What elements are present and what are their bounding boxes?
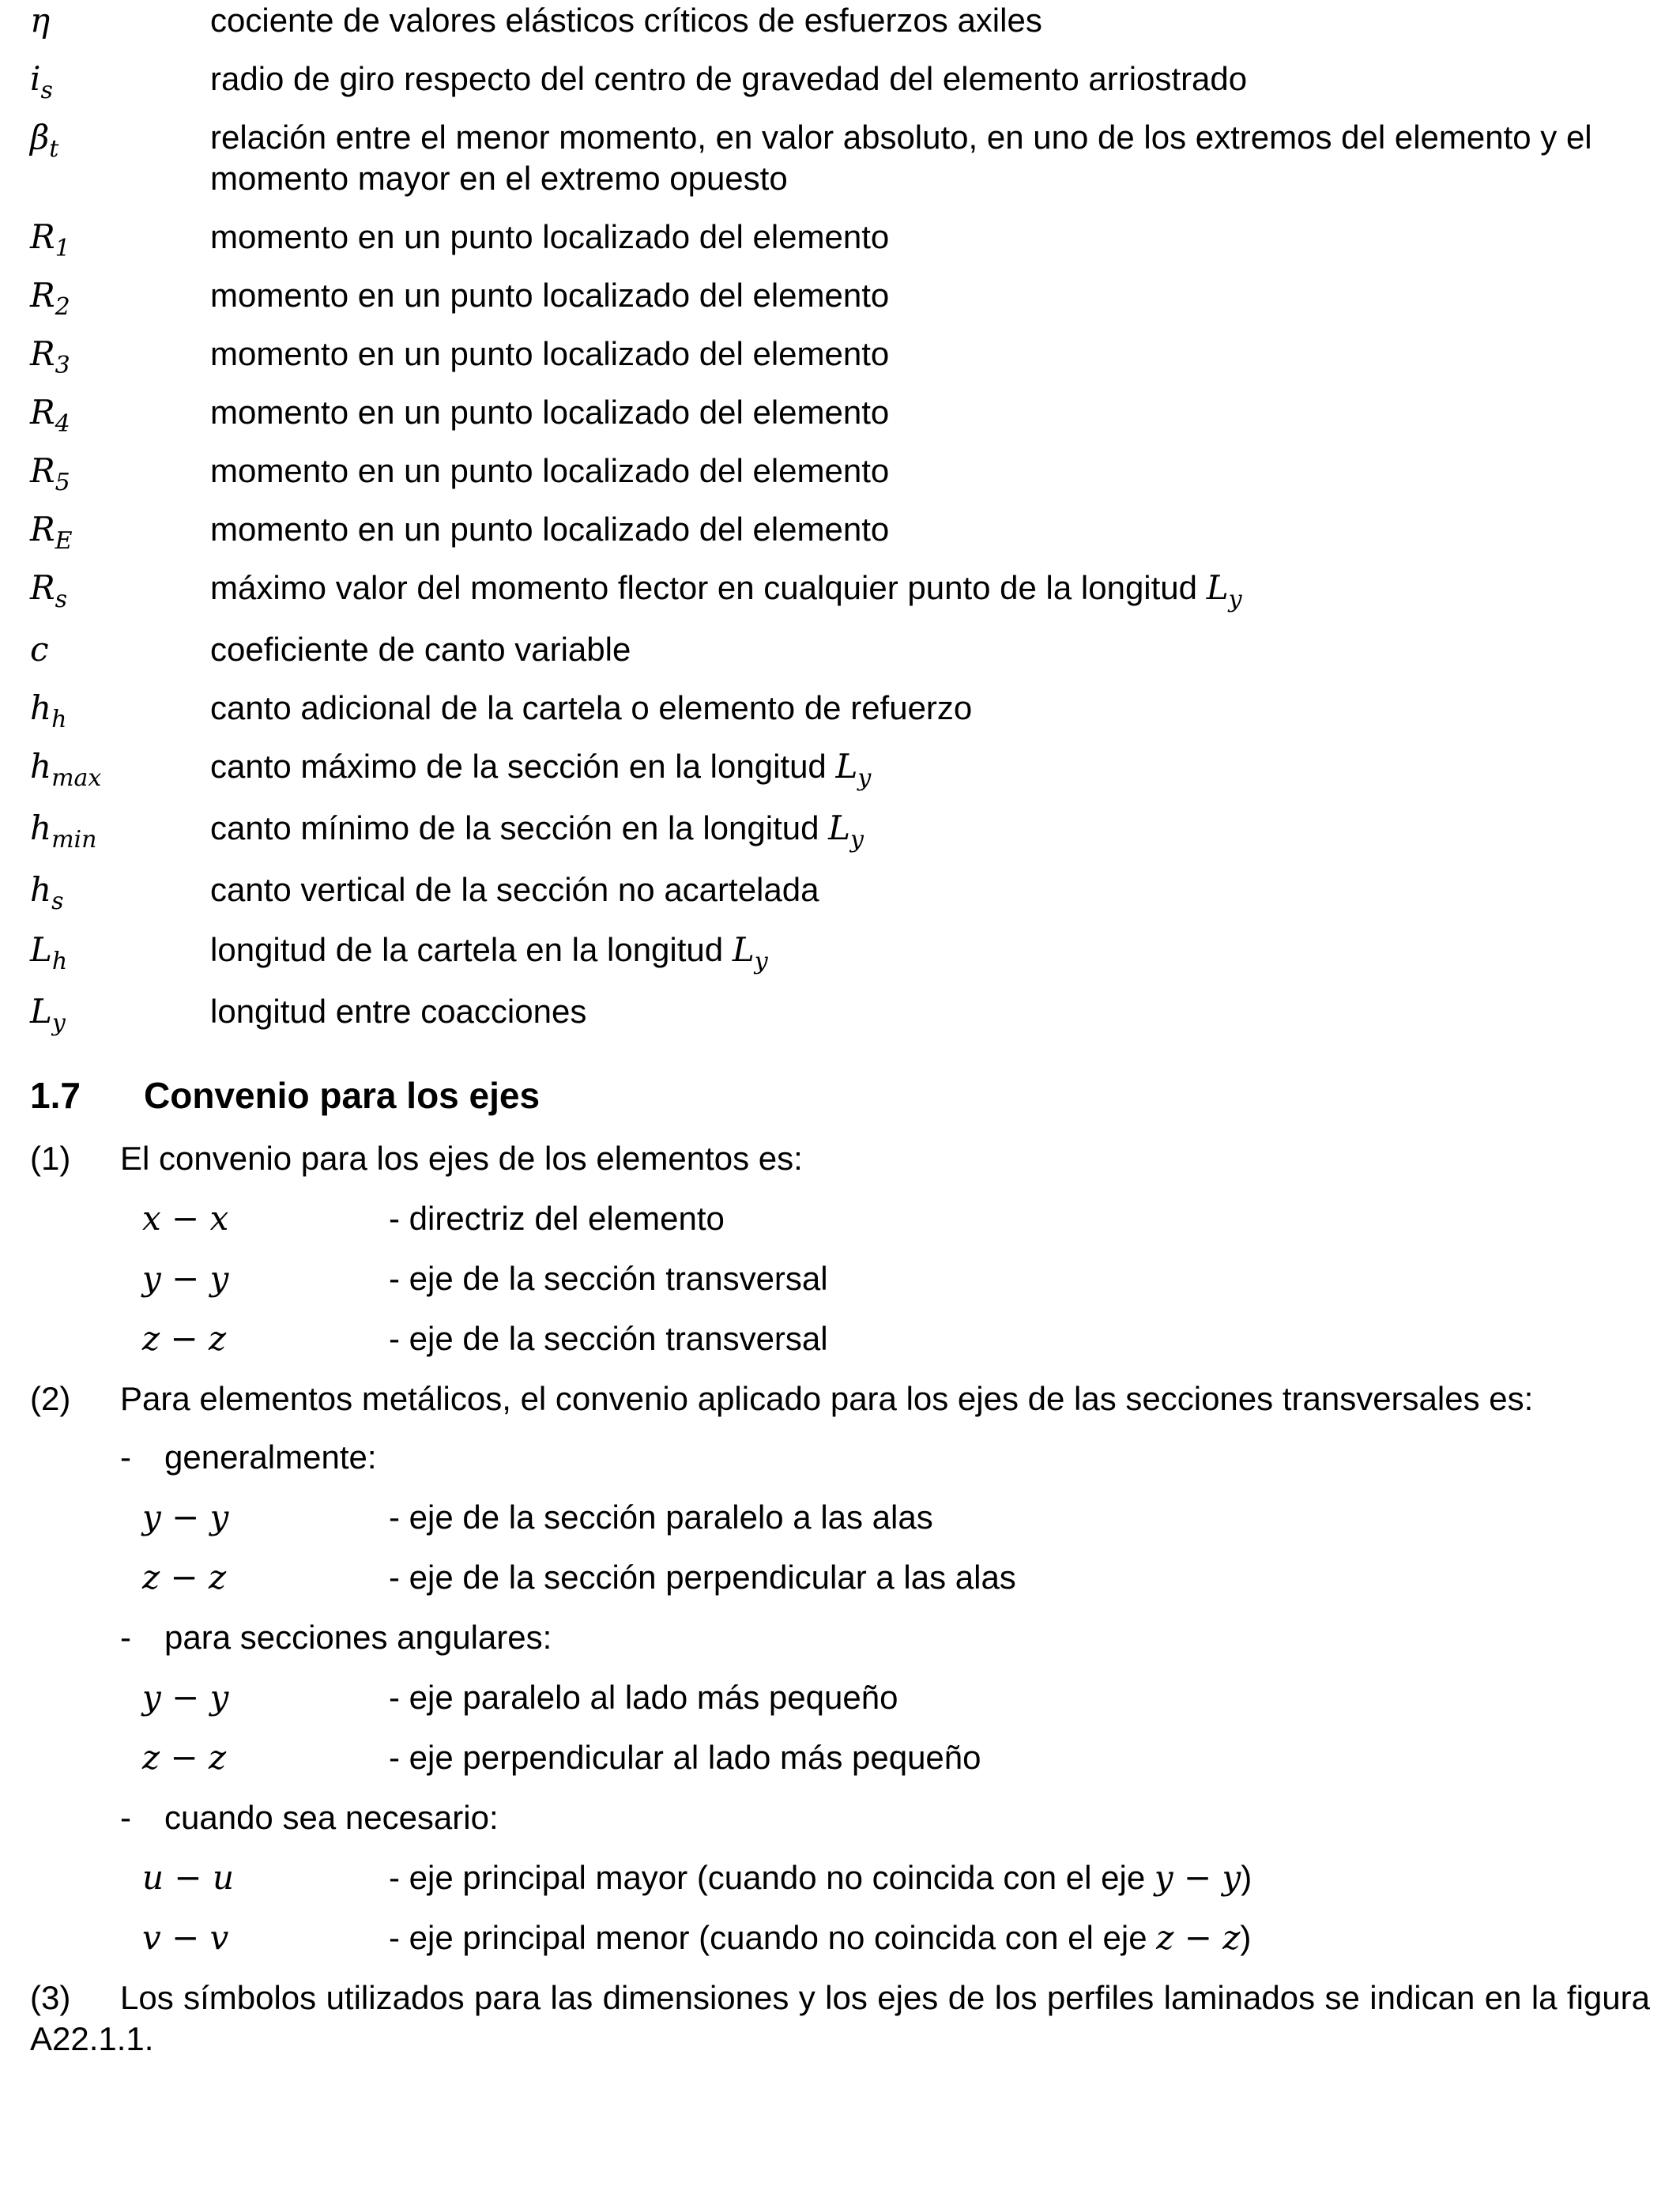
paragraph-number: (3) (30, 1979, 71, 2016)
group-label: generalmente: (164, 1438, 377, 1476)
inline-math: $L_y$ (828, 809, 864, 854)
inline-math: $L_y$ (732, 930, 768, 975)
list-dash: - (120, 1438, 131, 1476)
axis-description: - directriz del elemento (389, 1200, 725, 1237)
paragraph-number: (2) (30, 1380, 71, 1417)
axis-symbol: v − v (142, 1918, 229, 1957)
paragraph-text: Para elementos metálicos, el convenio aplicado para los ejes de las secciones transversales es: (120, 1380, 1534, 1417)
symbol-r4: $R_4$ (30, 393, 70, 438)
symbol-description: cociente de valores elásticos críticos de esfuerzos axiles (210, 2, 1042, 39)
axis-description: - eje de la sección transversal (389, 1320, 828, 1357)
symbol-h-max: $h_{max}$ (30, 747, 102, 792)
symbol-description: canto máximo de la sección en la longitud $L_y$ (210, 747, 872, 792)
paragraph-number: (1) (30, 1140, 71, 1177)
section-title: Convenio para los ejes (144, 1075, 541, 1116)
symbol-r3: $R_3$ (30, 334, 70, 379)
symbol-l-y: $L_y$ (30, 992, 66, 1037)
symbol-description: momento en un punto localizado del elemento (210, 335, 890, 372)
symbol-h-s: $h_s$ (30, 870, 64, 915)
axis-symbol: y − y (142, 1498, 229, 1536)
axis-symbol: x − x (142, 1199, 229, 1238)
symbol-l-h: $L_h$ (30, 930, 68, 975)
symbol-description: momento en un punto localizado del elemento (210, 394, 890, 431)
axis-description: - eje principal mayor (cuando no coincida con el eje y − y) (389, 1858, 1252, 1897)
symbol-description: coeficiente de canto variable (210, 631, 631, 668)
symbol-r2: $R_2$ (30, 276, 70, 321)
symbol-beta-t: $\beta_t$ (30, 118, 59, 163)
axis-description: - eje principal menor (cuando no coincida con el eje z − z) (389, 1918, 1252, 1957)
axis-description: - eje paralelo al lado más pequeño (389, 1679, 898, 1716)
paragraph-text: El convenio para los ejes de los elementos es: (120, 1140, 803, 1177)
symbol-h-h: $h_h$ (30, 688, 67, 733)
inline-math: $L_y$ (1206, 568, 1242, 613)
symbol-description: longitud entre coacciones (210, 993, 587, 1030)
list-dash: - (120, 1619, 131, 1656)
inline-math: z − z (1156, 1918, 1241, 1957)
symbol-rs: $R_s$ (30, 568, 68, 613)
symbol-description: canto adicional de la cartela o elemento de refuerzo (210, 689, 973, 726)
symbol-r1: $R_1$ (30, 217, 70, 262)
symbol-description: momento en un punto localizado del elemento (210, 511, 890, 548)
inline-math: $L_y$ (835, 747, 872, 792)
group-label: cuando sea necesario: (164, 1799, 499, 1836)
symbol-c: c (30, 630, 49, 669)
list-dash: - (120, 1799, 131, 1836)
symbol-description: momento en un punto localizado del elemento (210, 277, 890, 314)
axis-symbol: y − y (142, 1678, 229, 1717)
symbol-description: máximo valor del momento flector en cualquier punto de la longitud $L_y$ (210, 568, 1242, 613)
axis-symbol: y − y (142, 1259, 229, 1298)
symbol-r5: $R_5$ (30, 451, 70, 496)
symbol-description: longitud de la cartela en la longitud $L_y$ (210, 930, 768, 975)
paragraph-text: Los símbolos utilizados para las dimensiones y los ejes de los perfiles laminados se indican en la figura A22.1.1. (30, 1979, 1650, 2057)
symbol-eta: η (30, 1, 51, 40)
symbol-description: momento en un punto localizado del elemento (210, 218, 890, 255)
axis-symbol: z − z (142, 1738, 227, 1777)
symbol-i-s: $i_s$ (30, 59, 53, 104)
symbol-description: radio de giro respecto del centro de gravedad del elemento arriostrado (210, 60, 1248, 97)
inline-math: y − y (1154, 1858, 1241, 1897)
symbol-description: relación entre el menor momento, en valor absoluto, en uno de los extremos del elemento y el momento mayor en el extremo opuesto (210, 119, 1592, 197)
symbol-description: canto mínimo de la sección en la longitud $L_y$ (210, 809, 864, 854)
axis-description: - eje de la sección perpendicular a las alas (389, 1559, 1016, 1596)
axis-symbol: z − z (142, 1319, 227, 1358)
symbol-re: $R_E$ (30, 510, 73, 555)
symbol-description: momento en un punto localizado del elemento (210, 452, 890, 489)
group-label: para secciones angulares: (164, 1619, 552, 1656)
axis-description: - eje de la sección transversal (389, 1260, 828, 1297)
axis-description: - eje de la sección paralelo a las alas (389, 1498, 933, 1536)
axis-symbol: u − u (142, 1858, 234, 1897)
axis-symbol: z − z (142, 1558, 227, 1596)
axis-description: - eje perpendicular al lado más pequeño (389, 1739, 981, 1776)
section-number: 1.7 (30, 1075, 81, 1116)
symbol-description: canto vertical de la sección no acartelada (210, 871, 819, 908)
symbol-h-min: $h_{min}$ (30, 809, 97, 854)
